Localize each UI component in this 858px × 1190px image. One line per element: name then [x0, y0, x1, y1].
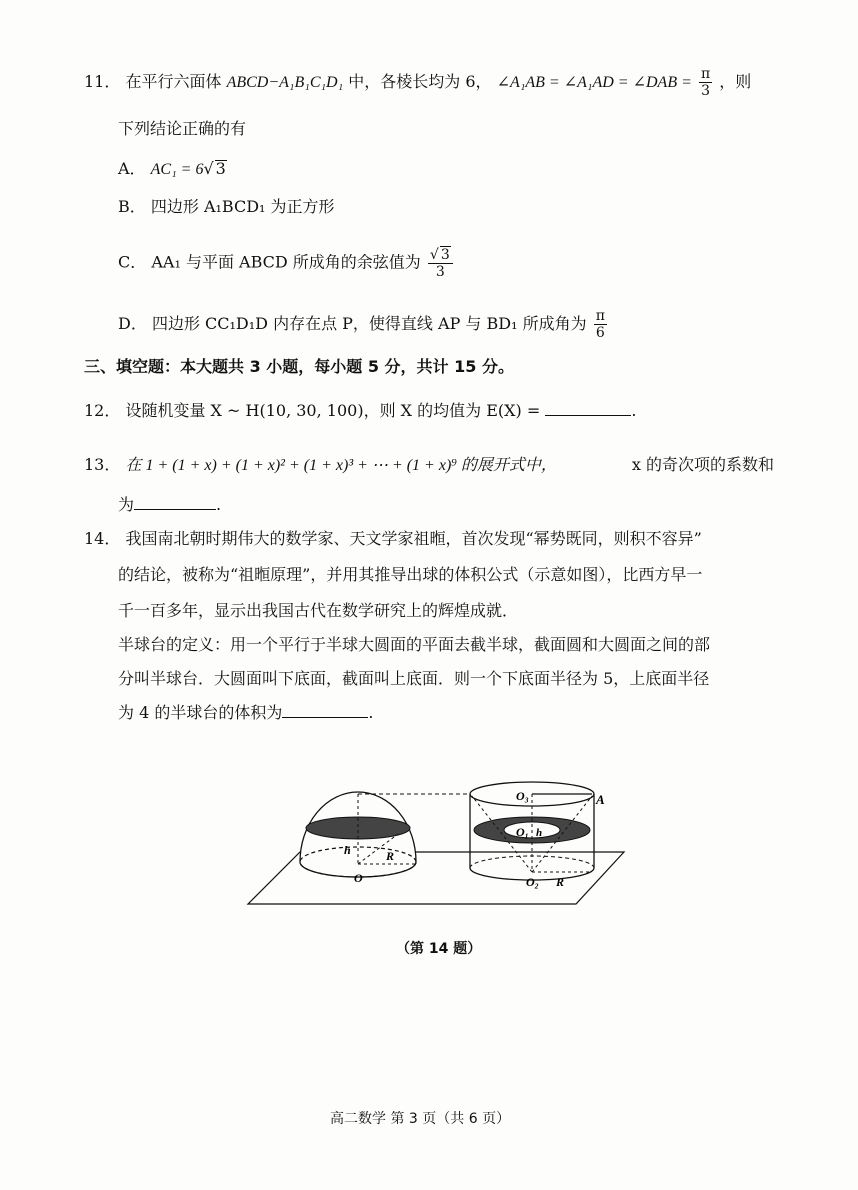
q11-solid: ABCD−A₁B₁C₁D₁ [226, 74, 344, 91]
hemisphere-cylinder-figure [240, 780, 630, 915]
q12-text: 设随机变量 X ~ H(10, 30, 100)，则 X 的均值为 E(X) = [125, 401, 541, 420]
q13-end: . [216, 495, 222, 514]
q11-option-c-fraction [428, 246, 453, 280]
q11-option-c-text: AA₁ 与平面 ABCD 所成角的余弦值为 [151, 252, 421, 272]
q14-line6 [118, 702, 373, 724]
q13-line2 [118, 494, 221, 516]
q11-option-c-den: 3 [435, 264, 445, 280]
label-h-left: h [344, 843, 351, 857]
q14-end: . [368, 703, 374, 722]
q11-fraction-den: 3 [701, 83, 711, 99]
label-O: O [354, 871, 363, 885]
q13-text-a: 在 1 + (1 + x) + (1 + x)² + (1 + x)³ + ⋯ + (1 + x)⁹ 的展开式中， [125, 457, 557, 474]
q11-option-c-num: √ 3 [428, 246, 453, 264]
q14-line5: 分叫半球台．大圆面叫下底面，截面叫上底面．则一个下底面半径为 5，上底面半径 [118, 669, 710, 688]
q13-text-b: x 的奇次项的系数和 [631, 455, 774, 474]
radical-sign: √ [203, 159, 214, 178]
q11-option-d [118, 308, 609, 341]
q11-option-a-label: A． [118, 159, 146, 178]
q14-answer-blank[interactable] [282, 703, 368, 718]
q11-stem-prefix: 在平行六面体 [125, 72, 222, 91]
q11-number: 11． [84, 72, 121, 91]
q11-line2: 下列结论正确的有 [118, 119, 247, 138]
q11-option-c [118, 246, 455, 280]
q11-option-a-lhs: AC₁ = 6 [150, 161, 204, 178]
q11-option-b [118, 196, 335, 218]
q11-option-d-fraction [594, 308, 607, 341]
q11-option-d-num: π [595, 308, 605, 324]
label-R-left: R [386, 849, 395, 863]
q14-line6-prefix: 为 4 的半球台的体积为 [118, 703, 283, 722]
q13-number: 13． [84, 455, 121, 474]
q12-answer-blank[interactable] [545, 401, 631, 416]
q11-option-d-text: 四边形 CC₁D₁D 内存在点 P，使得直线 AP 与 BD₁ 所成角为 [151, 314, 587, 333]
page-footer: 高二数学 第 3 页（共 6 页） [330, 1111, 511, 1127]
q12 [84, 400, 636, 422]
q11-option-d-label: D． [118, 314, 147, 333]
q12-number: 12． [84, 401, 121, 420]
q11-option-c-num-radicand: 3 [440, 247, 450, 263]
q11-stem-suffix: ，则 [719, 72, 752, 91]
q11-line1 [84, 66, 751, 99]
label-h-right: h [536, 827, 543, 839]
q11-option-a-radicand: 3 [215, 159, 226, 178]
q14-line1-text: 我国南北朝时期伟大的数学家、天文学家祖暅，首次发现“幂势既同，则积不容异” [125, 529, 702, 548]
q14-line4: 半球台的定义：用一个平行于半球大圆面的平面去截半球，截面圆和大圆面之间的部 [118, 635, 711, 654]
q14-number: 14． [84, 529, 121, 548]
q11-option-b-text: 四边形 A₁BCD₁ 为正方形 [150, 197, 335, 216]
q13-line2-prefix: 为 [118, 495, 135, 514]
q11-angles: ∠A₁AB = ∠A₁AD = ∠DAB = [496, 74, 692, 91]
label-A: A [596, 792, 605, 807]
q11-option-d-den: 6 [595, 325, 605, 341]
q12-end: . [631, 401, 637, 420]
label-O2: O₂ [526, 875, 539, 889]
q14-line2: 的结论，被称为“祖暅原理”，并用其推导出球的体积公式（示意如图），比西方早一 [118, 565, 703, 584]
q11-option-b-label: B． [118, 197, 146, 216]
label-R-right: R [556, 875, 565, 889]
q11-fraction-num: π [701, 66, 711, 82]
q14-line3: 千一百多年，显示出我国古代在数学研究上的辉煌成就． [118, 601, 519, 620]
q11-option-a [118, 158, 227, 181]
q11-stem-mid: 中，各棱长均为 6， [348, 72, 492, 91]
q11-option-c-label: C． [118, 252, 147, 272]
label-O3: O₃ [516, 789, 529, 803]
q11-fraction [699, 66, 712, 99]
section-title: 三、填空题：本大题共 3 小题，每小题 5 分，共计 15 分。 [84, 357, 514, 376]
figure-caption: （第 14 题） [396, 941, 482, 957]
q13-line1 [84, 454, 774, 477]
hemisphere [300, 792, 416, 885]
cylinder [470, 782, 605, 889]
q14-line1 [84, 528, 702, 550]
label-O1: O₁ [516, 825, 529, 839]
q13-answer-blank[interactable] [134, 495, 216, 510]
